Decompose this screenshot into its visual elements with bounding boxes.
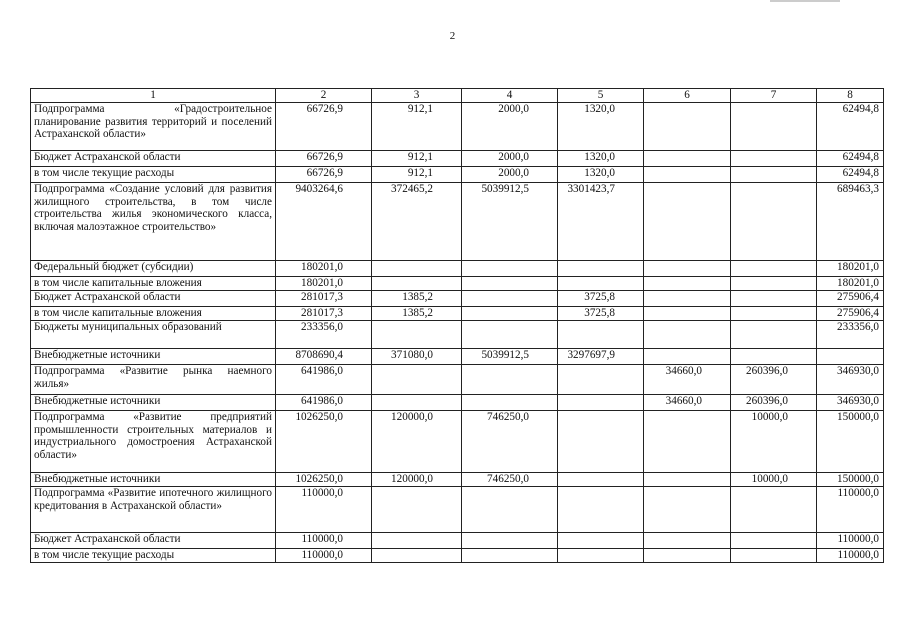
table-row xyxy=(31,276,884,290)
table-row xyxy=(31,150,884,166)
row-label: Бюджет Астраханской области xyxy=(31,150,276,166)
value-cell: 746250,0 xyxy=(462,410,558,472)
value-cell xyxy=(462,306,558,320)
value-cell: 9403264,6 xyxy=(276,182,372,260)
value-cell: 150000,0 xyxy=(817,472,884,486)
value-cell: 3297697,9 xyxy=(558,348,644,364)
value-cell xyxy=(558,472,644,486)
value-cell xyxy=(644,102,731,150)
value-cell xyxy=(462,320,558,348)
table-row xyxy=(31,486,884,532)
column-header: 7 xyxy=(731,89,817,103)
value-cell: 233356,0 xyxy=(817,320,884,348)
row-label: Бюджеты муниципальных образований xyxy=(31,320,276,348)
value-cell xyxy=(558,532,644,548)
budget-table xyxy=(30,88,884,563)
row-label: в том числе текущие расходы xyxy=(31,548,276,562)
table-row xyxy=(31,166,884,182)
value-cell xyxy=(558,260,644,276)
value-cell: 260396,0 xyxy=(731,394,817,410)
value-cell: 150000,0 xyxy=(817,410,884,472)
value-cell xyxy=(731,260,817,276)
value-cell: 1320,0 xyxy=(558,166,644,182)
value-cell: 110000,0 xyxy=(817,532,884,548)
value-cell: 2000,0 xyxy=(462,150,558,166)
value-cell: 260396,0 xyxy=(731,364,817,394)
value-cell: 372465,2 xyxy=(372,182,462,260)
value-cell xyxy=(644,166,731,182)
value-cell: 62494,8 xyxy=(817,166,884,182)
row-label: Внебюджетные источники xyxy=(31,394,276,410)
value-cell xyxy=(731,548,817,562)
value-cell: 346930,0 xyxy=(817,394,884,410)
value-cell: 110000,0 xyxy=(276,532,372,548)
value-cell: 641986,0 xyxy=(276,394,372,410)
row-label: Подпрограмма «Развитие предприятий промышленности строительных материалов и индустриального домостроения Астраханской области» xyxy=(31,410,276,472)
row-label: Внебюджетные источники xyxy=(31,348,276,364)
value-cell: 2000,0 xyxy=(462,102,558,150)
value-cell xyxy=(644,306,731,320)
value-cell: 180201,0 xyxy=(276,260,372,276)
table-row xyxy=(31,102,884,150)
row-label: в том числе текущие расходы xyxy=(31,166,276,182)
value-cell xyxy=(372,532,462,548)
value-cell: 110000,0 xyxy=(817,548,884,562)
value-cell xyxy=(644,410,731,472)
page-number: 2 xyxy=(449,30,456,42)
value-cell xyxy=(644,150,731,166)
table-row xyxy=(31,532,884,548)
value-cell: 34660,0 xyxy=(644,364,731,394)
value-cell xyxy=(644,348,731,364)
value-cell xyxy=(462,260,558,276)
value-cell xyxy=(558,410,644,472)
value-cell xyxy=(372,364,462,394)
value-cell xyxy=(644,276,731,290)
value-cell xyxy=(558,486,644,532)
value-cell xyxy=(644,320,731,348)
value-cell: 34660,0 xyxy=(644,394,731,410)
value-cell xyxy=(731,486,817,532)
scan-mark xyxy=(770,0,840,2)
value-cell: 689463,3 xyxy=(817,182,884,260)
value-cell: 66726,9 xyxy=(276,150,372,166)
value-cell xyxy=(372,260,462,276)
table-row xyxy=(31,472,884,486)
value-cell: 62494,8 xyxy=(817,102,884,150)
value-cell xyxy=(644,486,731,532)
value-cell: 233356,0 xyxy=(276,320,372,348)
value-cell xyxy=(462,290,558,306)
value-cell: 1026250,0 xyxy=(276,410,372,472)
value-cell xyxy=(558,364,644,394)
value-cell: 3725,8 xyxy=(558,290,644,306)
column-header: 5 xyxy=(558,89,644,103)
value-cell xyxy=(731,182,817,260)
value-cell: 641986,0 xyxy=(276,364,372,394)
column-header: 2 xyxy=(276,89,372,103)
value-cell xyxy=(462,532,558,548)
value-cell xyxy=(558,394,644,410)
value-cell xyxy=(558,276,644,290)
value-cell: 3301423,7 xyxy=(558,182,644,260)
value-cell: 8708690,4 xyxy=(276,348,372,364)
value-cell: 66726,9 xyxy=(276,102,372,150)
value-cell: 3725,8 xyxy=(558,306,644,320)
row-label: Подпрограмма «Градостроительное планирование развития территорий и поселений Астраханской области» xyxy=(31,102,276,150)
row-label: Внебюджетные источники xyxy=(31,472,276,486)
row-label: Подпрограмма «Развитие ипотечного жилищного кредитования в Астраханской области» xyxy=(31,486,276,532)
value-cell xyxy=(644,182,731,260)
table-row xyxy=(31,306,884,320)
row-label: Бюджет Астраханской области xyxy=(31,532,276,548)
value-cell: 1385,2 xyxy=(372,290,462,306)
value-cell: 66726,9 xyxy=(276,166,372,182)
table-row xyxy=(31,410,884,472)
row-label: Бюджет Астраханской области xyxy=(31,290,276,306)
value-cell xyxy=(644,472,731,486)
value-cell: 281017,3 xyxy=(276,290,372,306)
value-cell: 1320,0 xyxy=(558,150,644,166)
value-cell xyxy=(731,320,817,348)
value-cell xyxy=(731,306,817,320)
value-cell: 180201,0 xyxy=(276,276,372,290)
row-label: Подпрограмма «Создание условий для развития жилищного строительства, в том числе строительства жилья экономического класса, включая малоэтажное строительство» xyxy=(31,182,276,260)
value-cell xyxy=(558,548,644,562)
value-cell: 1320,0 xyxy=(558,102,644,150)
value-cell xyxy=(558,320,644,348)
value-cell: 346930,0 xyxy=(817,364,884,394)
table-row xyxy=(31,348,884,364)
value-cell xyxy=(372,486,462,532)
row-label: в том числе капитальные вложения xyxy=(31,276,276,290)
value-cell: 120000,0 xyxy=(372,472,462,486)
value-cell: 10000,0 xyxy=(731,410,817,472)
value-cell xyxy=(731,166,817,182)
value-cell xyxy=(462,394,558,410)
value-cell: 120000,0 xyxy=(372,410,462,472)
value-cell: 912,1 xyxy=(372,150,462,166)
table-row xyxy=(31,290,884,306)
row-label: Подпрограмма «Развитие рынка наемного жилья» xyxy=(31,364,276,394)
value-cell xyxy=(644,548,731,562)
value-cell xyxy=(731,150,817,166)
table-row xyxy=(31,182,884,260)
table-row xyxy=(31,394,884,410)
value-cell: 110000,0 xyxy=(817,486,884,532)
value-cell xyxy=(731,102,817,150)
column-header: 4 xyxy=(462,89,558,103)
value-cell xyxy=(462,548,558,562)
value-cell: 371080,0 xyxy=(372,348,462,364)
value-cell xyxy=(462,486,558,532)
value-cell: 275906,4 xyxy=(817,306,884,320)
value-cell: 2000,0 xyxy=(462,166,558,182)
value-cell: 912,1 xyxy=(372,166,462,182)
table-row xyxy=(31,320,884,348)
value-cell xyxy=(644,290,731,306)
value-cell xyxy=(372,320,462,348)
column-header: 6 xyxy=(644,89,731,103)
column-header: 8 xyxy=(817,89,884,103)
column-header: 3 xyxy=(372,89,462,103)
value-cell xyxy=(644,260,731,276)
value-cell: 110000,0 xyxy=(276,486,372,532)
value-cell xyxy=(462,276,558,290)
value-cell: 281017,3 xyxy=(276,306,372,320)
header-row xyxy=(31,89,884,103)
table-row xyxy=(31,364,884,394)
value-cell: 912,1 xyxy=(372,102,462,150)
value-cell xyxy=(731,290,817,306)
value-cell xyxy=(731,532,817,548)
value-cell: 1385,2 xyxy=(372,306,462,320)
row-label: Федеральный бюджет (субсидии) xyxy=(31,260,276,276)
value-cell: 62494,8 xyxy=(817,150,884,166)
column-header: 1 xyxy=(31,89,276,103)
value-cell: 180201,0 xyxy=(817,276,884,290)
value-cell: 180201,0 xyxy=(817,260,884,276)
value-cell: 10000,0 xyxy=(731,472,817,486)
value-cell xyxy=(372,276,462,290)
table-row xyxy=(31,548,884,562)
value-cell xyxy=(372,394,462,410)
value-cell xyxy=(372,548,462,562)
value-cell xyxy=(817,348,884,364)
value-cell: 110000,0 xyxy=(276,548,372,562)
row-label: в том числе капитальные вложения xyxy=(31,306,276,320)
table-row xyxy=(31,260,884,276)
value-cell: 746250,0 xyxy=(462,472,558,486)
value-cell: 275906,4 xyxy=(817,290,884,306)
value-cell xyxy=(644,532,731,548)
value-cell xyxy=(731,348,817,364)
value-cell: 1026250,0 xyxy=(276,472,372,486)
value-cell: 5039912,5 xyxy=(462,182,558,260)
value-cell: 5039912,5 xyxy=(462,348,558,364)
value-cell xyxy=(462,364,558,394)
value-cell xyxy=(731,276,817,290)
